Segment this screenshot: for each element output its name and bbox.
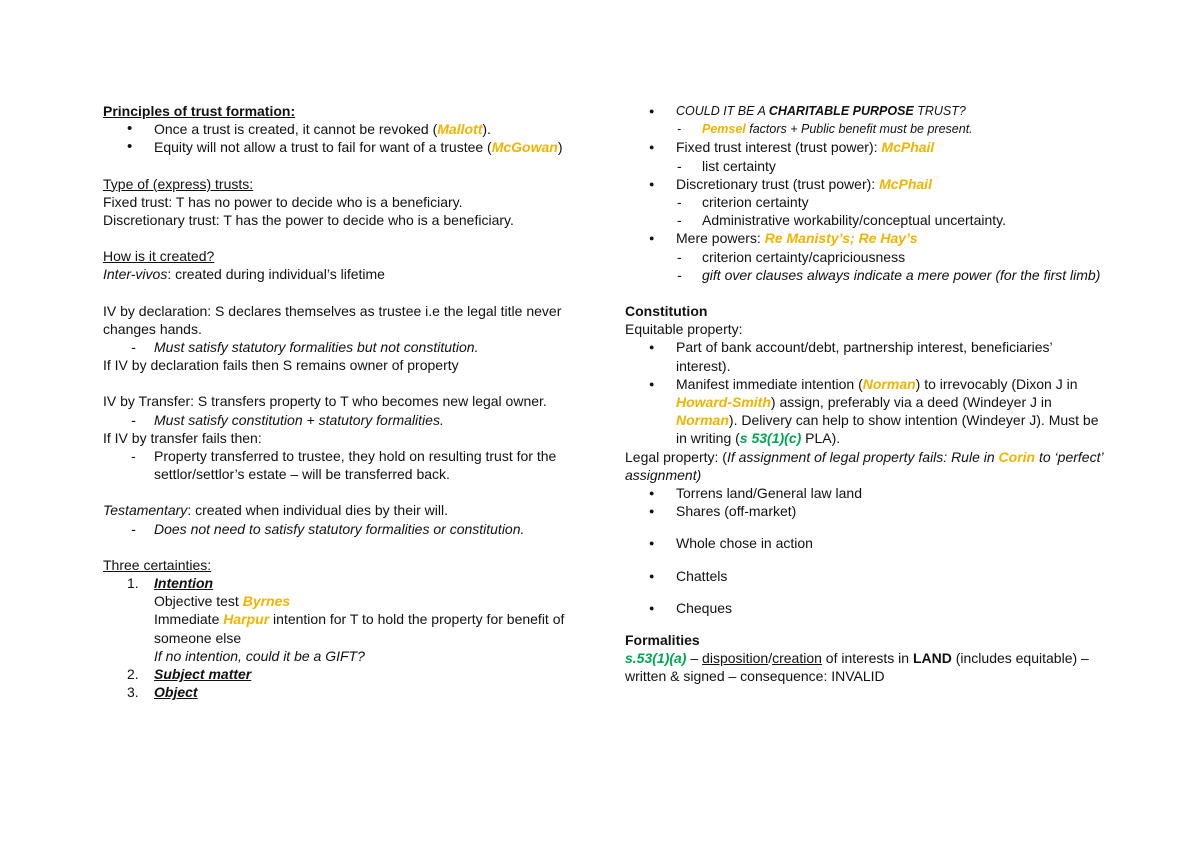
principle-irrevocable: • Once a trust is created, it cannot be revoked (Mallott). <box>103 120 573 138</box>
objective-test: Objective test Byrnes <box>154 593 291 610</box>
admin-workability: - Administrative workability/conceptual uncertainty. <box>625 211 1105 229</box>
legal-item-shares: ● Shares (off-market) <box>625 502 1105 520</box>
legal-property-label: Legal property: (If assignment of legal property fails: Rule in Corin to ‘perfect’ assignment) <box>625 448 1103 483</box>
case-harpur: Harpur <box>223 611 270 628</box>
discretionary-trust-text: Discretionary trust: T has the power to decide who is a beneficiary. <box>103 212 514 229</box>
case-corin: Corin <box>998 448 1036 465</box>
legal-item-chose: ● Whole chose in action <box>625 534 1105 552</box>
legal-item-chattels: ● Chattels <box>625 567 1105 585</box>
iv-declaration-dash: - Must satisfy statutory formalities but not constitution. <box>103 338 573 356</box>
legal-item-torrens: ● Torrens land/General law land <box>625 484 1105 502</box>
capriciousness: - criterion certainty/capriciousness <box>625 248 1105 266</box>
right-column <box>625 102 1105 686</box>
types-heading: Type of (express) trusts: <box>103 175 254 192</box>
gift-question: If no intention, could it be a GIFT? <box>154 647 365 664</box>
iv-transfer-fail: If IV by transfer fails then: <box>103 429 262 446</box>
case-norman: Norman <box>862 375 916 392</box>
iv-declaration-text: IV by declaration: S declares themselves as trustee i.e the legal title never changes hands. <box>103 302 562 337</box>
discretionary-trust: ● Discretionary trust (trust power): McPhail <box>625 175 1105 193</box>
inter-vivos-text: Inter-vivos: created during individual’s lifetime <box>103 266 385 283</box>
case-mallott: Mallott <box>437 121 483 138</box>
case-howard-smith: Howard-Smith <box>676 394 771 411</box>
statute-s53-1-c: s 53(1)(c) <box>739 430 802 447</box>
how-heading: How is it created? <box>103 248 215 265</box>
principle-trustee: • Equity will not allow a trust to fail for want of a trustee (McGowan) <box>103 138 573 156</box>
case-mcphail-2: McPhail <box>879 175 932 192</box>
testamentary-text: Testamentary: created when individual dies by their will. <box>103 502 449 519</box>
certainty-object: 3. Object <box>127 684 198 701</box>
certainty-subject-matter: 2. Subject matter <box>127 666 252 683</box>
formalities-heading: Formalities <box>625 632 700 649</box>
immediate-intention: Immediate Harpur intention for T to hold the property for benefit of someone else <box>154 611 565 646</box>
testamentary-dash: - Does not need to satisfy statutory formalities or constitution. <box>103 520 573 538</box>
charitable-question: ● COULD IT BE A CHARITABLE PURPOSE TRUST? <box>625 102 1105 120</box>
fixed-trust-interest: ● Fixed trust interest (trust power): McPhail <box>625 138 1105 156</box>
statute-s53-1-a: s.53(1)(a) <box>625 650 687 667</box>
case-pemsel: Pemsel <box>702 122 746 137</box>
case-byrnes: Byrnes <box>242 593 291 610</box>
iv-transfer-text: IV by Transfer: S transfers property to T who becomes new legal owner. <box>103 393 547 410</box>
iv-transfer-fail-dash: - Property transferred to trustee, they hold on resulting trust for the settlor/settlor’s estate – will be transferred back. <box>103 447 573 483</box>
case-re-manisty: Re Manisty’s; Re Hay’s <box>764 230 918 247</box>
criterion-certainty: - criterion certainty <box>625 193 1105 211</box>
case-mcphail: McPhail <box>881 139 935 156</box>
iv-declaration-fail: If IV by declaration fails then S remains owner of property <box>103 357 459 374</box>
principles-heading: Principles of trust formation: <box>103 103 296 119</box>
certainty-intention: 1. Intention <box>127 575 214 592</box>
legal-item-cheques: ● Cheques <box>625 599 1105 617</box>
case-mcgowan: McGowan <box>491 139 558 156</box>
equitable-property-label: Equitable property: <box>625 321 743 338</box>
iv-transfer-dash: - Must satisfy constitution + statutory formalities. <box>103 411 573 429</box>
mere-powers: ● Mere powers: Re Manisty’s; Re Hay’s <box>625 229 1105 247</box>
left-column <box>103 102 573 701</box>
pemsel-factors: - Pemsel factors + Public benefit must be present. <box>625 120 1105 138</box>
constitution-heading: Constitution <box>625 303 708 320</box>
gift-over-clauses: - gift over clauses always indicate a mere power (for the first limb) <box>625 266 1105 284</box>
equitable-item-intention: ● Manifest immediate intention (Norman) to irrevocably (Dixon J in Howard-Smith) assign, preferably via a deed (Windeyer J in Norman). Delivery can help to show intention (Windeyer J). Must be in writing (s 53(1)(c) PLA). <box>625 375 1105 448</box>
list-certainty: - list certainty <box>625 157 1105 175</box>
equitable-item-bank: ● Part of bank account/debt, partnership interest, beneficiaries’ interest). <box>625 338 1105 374</box>
fixed-trust-text: Fixed trust: T has no power to decide who is a beneficiary. <box>103 193 463 210</box>
certainties-heading: Three certainties: <box>103 556 212 573</box>
formalities-s53-1-a: s.53(1)(a) – disposition/creation of interests in LAND (includes equitable) – written & signed – consequence: INVALID <box>625 650 1089 685</box>
case-norman-2: Norman <box>676 412 729 429</box>
